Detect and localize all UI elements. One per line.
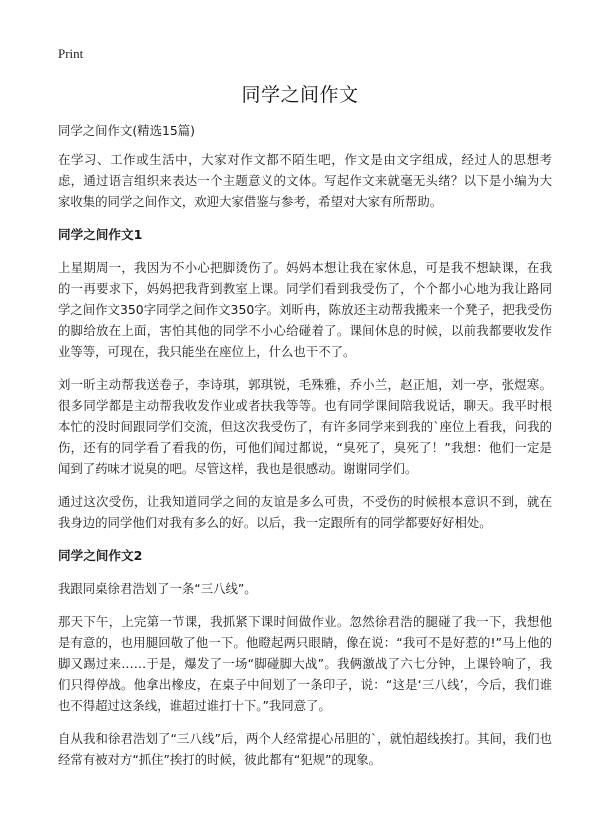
- section-heading: 同学之间作文1: [58, 227, 143, 242]
- print-link[interactable]: Print: [58, 46, 84, 61]
- section-paragraph: 我跟同桌徐君浩划了一条“三八线”。: [58, 581, 257, 596]
- intro-paragraph: 在学习、工作或生活中，大家对作文都不陌生吧，作文是由文字组成，经过人的思想考虑，通过语言组织来表达一个主题意义的文体。写起作文来就毫无头绪？以下是小编为大家收集的同学之间作文，欢迎大家借鉴与参考，希望对大家有所帮助。: [58, 152, 552, 209]
- section-paragraph: 自从我和徐君浩划了“三八线”后，两个人经常提心吊胆的`，就怕超线挨打。其间，我们也经常有被对方“抓住”挨打的时候，彼此都有“犯规”的现象。: [58, 731, 552, 767]
- document-body: [58, 120, 552, 782]
- essay-section-1: [58, 224, 552, 533]
- section-heading: 同学之间作文2: [58, 548, 143, 563]
- section-paragraph: 上星期周一，我因为不小心把脚烫伤了。妈妈本想让我在家休息，可是我不想缺课，在我的一再要求下，妈妈把我背到教室上课。同学们看到我受伤了，个个都小心地为我让路同学之间作文350字同学之间作文350字。刘昕冉，陈放还主动帮我搬来一个凳子，把我受伤的脚给放在上面，害怕其他的同学不小心给碰着了。课间休息的时候，以前我都要收发作业等等，可现在，我只能坐在座位上，什么也干不了。: [58, 260, 552, 359]
- section-paragraph: 刘一昕主动帮我送卷子，李诗琪，郭琪锐，毛殊雅，乔小兰，赵正旭，刘一亭，张煜寒。很多同学都是主动帮我收发作业或者扶我等等。也有同学课间陪我说话，聊天。我平时根本忙的没时间跟同学们交流，但这次我受伤了，有许多同学来到我的`座位上看我，问我的伤，还有的同学看了看我的伤，可他们闻过都说，“臭死了，臭死了！”我想：他们一定是闻到了药味才说臭的吧。尽管这样，我也是很感动。谢谢同学们。: [58, 377, 552, 476]
- essay-section-2: [58, 545, 552, 770]
- section-paragraph: 那天下午，上完第一节课，我抓紧下课时间做作业。忽然徐君浩的腿碰了我一下，我想他是有意的，也用腿回敬了他一下。他瞪起两只眼睛，像在说：“我可不是好惹的!”马上他的脚又踢过来……于是，爆发了一场“脚碰脚大战”。我俩激战了六七分钟，上课铃响了，我们只得停战。他拿出橡皮，在桌子中间划了一条印子，说：“这是‘三八线’，今后，我们谁也不得超过这条线，谁超过谁打十下。”我同意了。: [58, 614, 552, 713]
- document-subtitle: 同学之间作文(精选15篇): [58, 123, 195, 138]
- page-title: 同学之间作文: [241, 84, 359, 106]
- section-paragraph: 通过这次受伤，让我知道同学之间的友谊是多么可贵，不受伤的时候根本意识不到，就在我身边的同学他们对我有多么的好。以后，我一定跟所有的同学都要好好相处。: [58, 494, 552, 530]
